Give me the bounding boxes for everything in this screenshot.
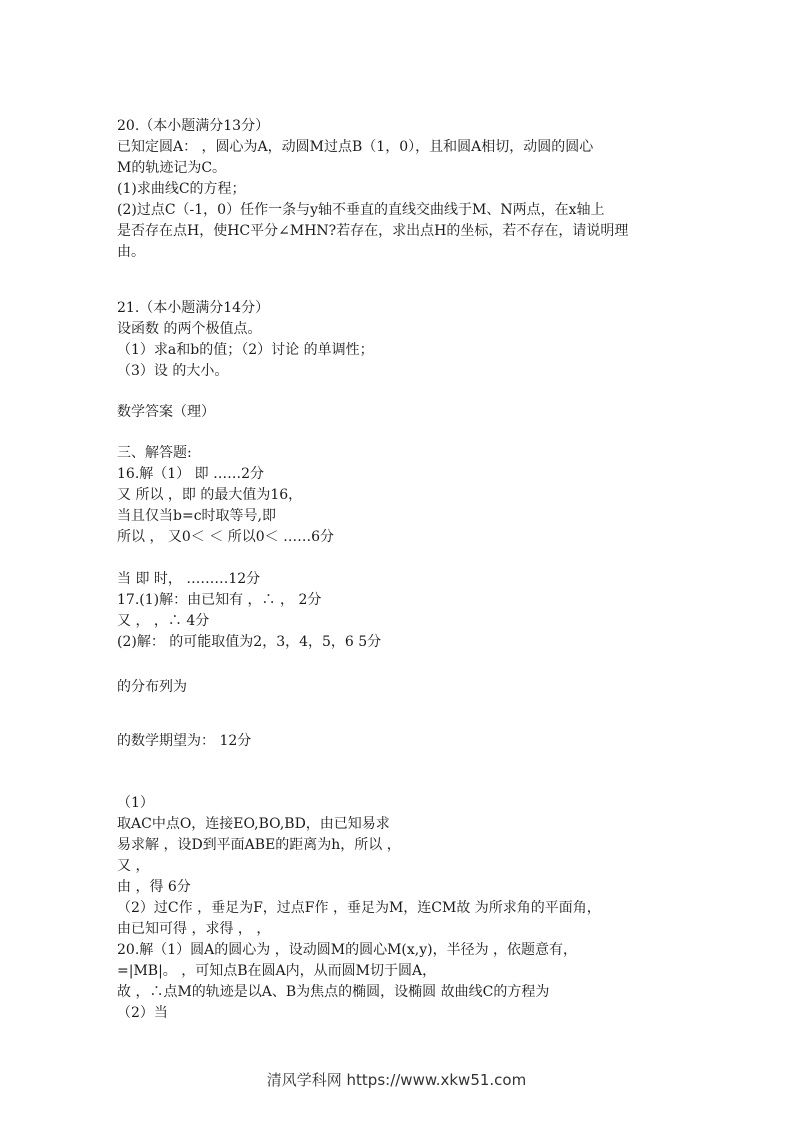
text-line: 由已知可得 ，求得 ， ， (117, 921, 271, 937)
text-line: 所以 ， 又0＜ ＜ 所以0＜ ……6分 (117, 529, 334, 545)
text-line: 已知定圆A： ，圆心为A，动圆M过点B（1，0），且和圆A相切，动圆的圆心 (117, 139, 594, 155)
answer-section-title: 数学答案（理） (117, 404, 215, 420)
problem-20-title: 20.（本小题满分13分） (117, 118, 270, 134)
text-line: 设函数 的两个极值点。 (117, 321, 262, 337)
text-line: (2)解： 的可能取值为2，3，4，5，6 5分 (117, 634, 382, 650)
text-line: 当 即 时， ………12分 (117, 571, 261, 587)
problem-21-title: 21.（本小题满分14分） (117, 300, 270, 316)
text-line: 故 ，∴点M的轨迹是以A、B为焦点的椭圆，设椭圆 故曲线C的方程为 (117, 984, 550, 1000)
text-line: 又 所以 ，即 的最大值为16， (117, 487, 303, 503)
text-line: 17.(1)解：由已知有 ，∴ ， 2分 (117, 592, 322, 608)
text-line: 又 ， (117, 858, 150, 874)
text-line: 的分布列为 (117, 679, 187, 695)
text-line: 是否存在点H，使HC平分∠MHN?若存在，求出点H的坐标，若不存在，请说明理 (117, 223, 629, 239)
text-line: 由。 (117, 244, 145, 260)
text-line: （3）设 的大小。 (117, 363, 229, 379)
text-line: =|MB|。 ，可知点B在圆A内，从而圆M切于圆A， (117, 963, 437, 979)
section-heading: 三、解答题: (117, 445, 192, 461)
text-line: 的数学期望为： 12分 (117, 733, 252, 749)
text-line: 取AC中点O，连接EO,BO,BD，由已知易求 (117, 816, 390, 832)
text-line: 16.解（1） 即 ……2分 (117, 466, 264, 482)
text-line: 又 ， ，∴ 4分 (117, 613, 210, 629)
text-line: （1） (117, 795, 154, 811)
text-line: （1）求a和b的值；（2）讨论 的单调性； (117, 342, 374, 358)
text-line: 20.解（1）圆A的圆心为 ，设动圆M的圆心M(x,y)，半径为 ，依题意有， (117, 942, 578, 958)
text-line: 易求解 ，设D到平面ABE的距离为h，所以 ， (117, 837, 401, 853)
text-line: 当且仅当b=c时取等号,即 (117, 508, 276, 524)
footer-watermark: 清风学科网 https://www.xkw51.com (266, 1071, 527, 1089)
text-line: M的轨迹记为C。 (117, 160, 227, 176)
text-line: (1)求曲线C的方程； (117, 181, 246, 197)
text-line: (2)过点C（-1，0）任作一条与y轴不垂直的直线交曲线于M、N两点，在x轴上 (117, 202, 605, 218)
text-line: 由 ，得 6分 (117, 879, 191, 895)
text-line: （2）当 (117, 1005, 168, 1021)
text-line: （2）过C作 ，垂足为F，过点F作 ，垂足为M，连CM故 为所求角的平面角， (117, 900, 601, 916)
